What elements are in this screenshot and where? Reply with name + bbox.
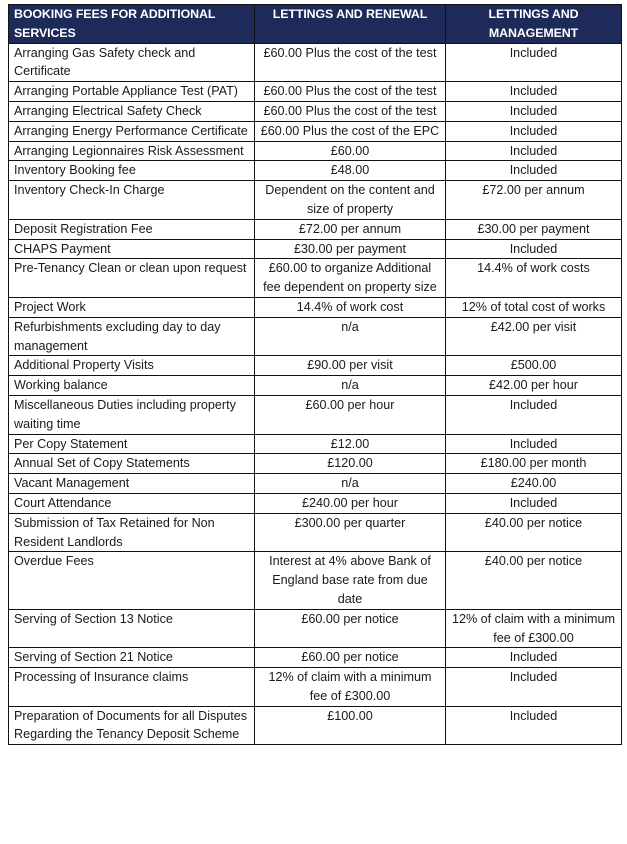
table-row	[9, 668, 622, 707]
fees-table-container	[8, 4, 622, 745]
service-cell: Arranging Electrical Safety Check	[9, 101, 255, 121]
table-row	[9, 317, 622, 356]
service-cell: Refurbishments excluding day to day management	[9, 317, 255, 356]
lettings-renewal-fee-cell: £60.00 per notice	[255, 609, 446, 648]
lettings-management-fee-cell: Included	[446, 43, 622, 82]
lettings-management-fee-cell: Included	[446, 395, 622, 434]
lettings-management-fee-cell: £240.00	[446, 474, 622, 494]
lettings-management-fee-cell: £72.00 per annum	[446, 181, 622, 220]
lettings-renewal-fee-cell: £240.00 per hour	[255, 493, 446, 513]
service-cell: Pre-Tenancy Clean or clean upon request	[9, 259, 255, 298]
lettings-management-fee-cell: £500.00	[446, 356, 622, 376]
service-cell: Preparation of Documents for all Disputes Regarding the Tenancy Deposit Scheme	[9, 706, 255, 745]
service-cell: Deposit Registration Fee	[9, 219, 255, 239]
lettings-renewal-fee-cell: £12.00	[255, 434, 446, 454]
table-row	[9, 259, 622, 298]
header-lettings-management: LETTINGS AND MANAGEMENT	[446, 5, 622, 44]
table-row	[9, 609, 622, 648]
booking-fees-table	[8, 4, 622, 745]
service-cell: Arranging Legionnaires Risk Assessment	[9, 141, 255, 161]
lettings-management-fee-cell: Included	[446, 101, 622, 121]
lettings-management-fee-cell: £30.00 per payment	[446, 219, 622, 239]
service-cell: Per Copy Statement	[9, 434, 255, 454]
table-row	[9, 706, 622, 745]
lettings-management-fee-cell: Included	[446, 121, 622, 141]
lettings-management-fee-cell: Included	[446, 706, 622, 745]
table-row	[9, 454, 622, 474]
service-cell: Overdue Fees	[9, 552, 255, 609]
lettings-renewal-fee-cell: n/a	[255, 474, 446, 494]
lettings-renewal-fee-cell: £60.00	[255, 141, 446, 161]
service-cell: Serving of Section 13 Notice	[9, 609, 255, 648]
table-row	[9, 395, 622, 434]
table-row	[9, 513, 622, 552]
lettings-renewal-fee-cell: 12% of claim with a minimum fee of £300.00	[255, 668, 446, 707]
lettings-renewal-fee-cell: £48.00	[255, 161, 446, 181]
service-cell: Additional Property Visits	[9, 356, 255, 376]
lettings-renewal-fee-cell: 14.4% of work cost	[255, 297, 446, 317]
table-header	[9, 5, 622, 44]
lettings-renewal-fee-cell: £60.00 Plus the cost of the test	[255, 101, 446, 121]
service-cell: Project Work	[9, 297, 255, 317]
lettings-management-fee-cell: Included	[446, 141, 622, 161]
lettings-renewal-fee-cell: n/a	[255, 376, 446, 396]
table-row	[9, 101, 622, 121]
table-row	[9, 376, 622, 396]
lettings-renewal-fee-cell: £120.00	[255, 454, 446, 474]
lettings-management-fee-cell: 14.4% of work costs	[446, 259, 622, 298]
table-row	[9, 474, 622, 494]
lettings-renewal-fee-cell: £60.00 Plus the cost of the test	[255, 82, 446, 102]
lettings-management-fee-cell: £40.00 per notice	[446, 513, 622, 552]
service-cell: Inventory Booking fee	[9, 161, 255, 181]
table-row	[9, 43, 622, 82]
lettings-management-fee-cell: 12% of claim with a minimum fee of £300.00	[446, 609, 622, 648]
table-row	[9, 493, 622, 513]
header-lettings-renewal: LETTINGS AND RENEWAL	[255, 5, 446, 44]
lettings-management-fee-cell: £180.00 per month	[446, 454, 622, 474]
service-cell: Miscellaneous Duties including property waiting time	[9, 395, 255, 434]
lettings-management-fee-cell: Included	[446, 493, 622, 513]
lettings-management-fee-cell: £42.00 per visit	[446, 317, 622, 356]
service-cell: Submission of Tax Retained for Non Resident Landlords	[9, 513, 255, 552]
service-cell: Annual Set of Copy Statements	[9, 454, 255, 474]
lettings-renewal-fee-cell: £30.00 per payment	[255, 239, 446, 259]
service-cell: Arranging Energy Performance Certificate	[9, 121, 255, 141]
table-row	[9, 219, 622, 239]
table-row	[9, 82, 622, 102]
table-row	[9, 297, 622, 317]
lettings-management-fee-cell: Included	[446, 668, 622, 707]
table-row	[9, 239, 622, 259]
table-row	[9, 141, 622, 161]
table-row	[9, 434, 622, 454]
lettings-management-fee-cell: Included	[446, 648, 622, 668]
lettings-management-fee-cell: Included	[446, 82, 622, 102]
lettings-management-fee-cell: Included	[446, 161, 622, 181]
service-cell: Working balance	[9, 376, 255, 396]
table-row	[9, 356, 622, 376]
lettings-renewal-fee-cell: £72.00 per annum	[255, 219, 446, 239]
table-row	[9, 552, 622, 609]
lettings-management-fee-cell: 12% of total cost of works	[446, 297, 622, 317]
service-cell: Processing of Insurance claims	[9, 668, 255, 707]
header-row	[9, 5, 622, 44]
table-body	[9, 43, 622, 745]
service-cell: Arranging Portable Appliance Test (PAT)	[9, 82, 255, 102]
lettings-renewal-fee-cell: £90.00 per visit	[255, 356, 446, 376]
lettings-management-fee-cell: Included	[446, 434, 622, 454]
lettings-renewal-fee-cell: £60.00 per hour	[255, 395, 446, 434]
table-row	[9, 121, 622, 141]
lettings-renewal-fee-cell: £300.00 per quarter	[255, 513, 446, 552]
service-cell: Serving of Section 21 Notice	[9, 648, 255, 668]
lettings-management-fee-cell: Included	[446, 239, 622, 259]
lettings-renewal-fee-cell: Dependent on the content and size of property	[255, 181, 446, 220]
lettings-management-fee-cell: £40.00 per notice	[446, 552, 622, 609]
lettings-renewal-fee-cell: £60.00 to organize Additional fee dependent on property size	[255, 259, 446, 298]
service-cell: Vacant Management	[9, 474, 255, 494]
table-row	[9, 161, 622, 181]
lettings-renewal-fee-cell: £60.00 Plus the cost of the test	[255, 43, 446, 82]
lettings-renewal-fee-cell: £100.00	[255, 706, 446, 745]
lettings-renewal-fee-cell: £60.00 Plus the cost of the EPC	[255, 121, 446, 141]
lettings-renewal-fee-cell: £60.00 per notice	[255, 648, 446, 668]
service-cell: CHAPS Payment	[9, 239, 255, 259]
table-row	[9, 648, 622, 668]
service-cell: Court Attendance	[9, 493, 255, 513]
lettings-renewal-fee-cell: n/a	[255, 317, 446, 356]
service-cell: Arranging Gas Safety check and Certificate	[9, 43, 255, 82]
header-service: BOOKING FEES FOR ADDITIONAL SERVICES	[9, 5, 255, 44]
lettings-management-fee-cell: £42.00 per hour	[446, 376, 622, 396]
service-cell: Inventory Check-In Charge	[9, 181, 255, 220]
lettings-renewal-fee-cell: Interest at 4% above Bank of England base rate from due date	[255, 552, 446, 609]
table-row	[9, 181, 622, 220]
